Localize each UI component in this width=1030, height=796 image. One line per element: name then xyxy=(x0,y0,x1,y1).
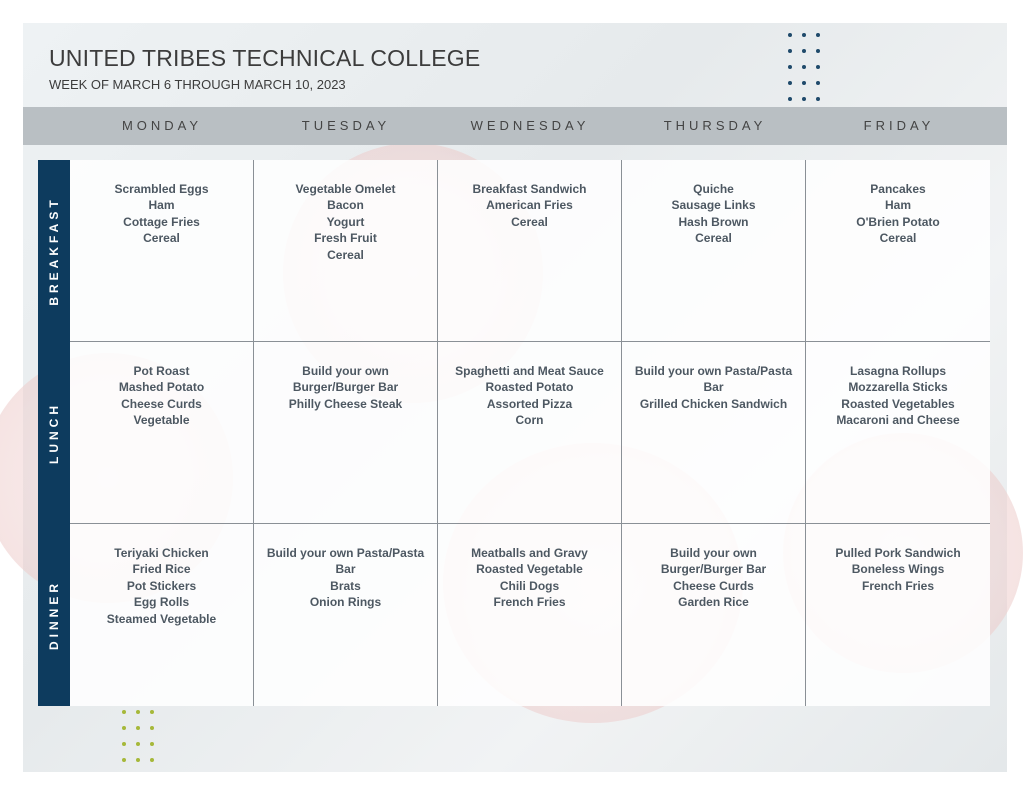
dot xyxy=(802,49,806,53)
menu-item: Garden Rice xyxy=(678,595,749,610)
menu-item: Cheese Curds xyxy=(673,578,754,593)
menu-cell xyxy=(254,342,438,524)
menu-item: Teriyaki Chicken xyxy=(114,546,209,560)
menu-item: Cheese Curds xyxy=(121,396,202,411)
menu-item: Cereal xyxy=(695,231,732,246)
dot xyxy=(802,33,806,37)
menu-item: Vegetable Omelet xyxy=(295,182,396,196)
menu-item: Pancakes xyxy=(870,182,926,196)
menu-item: Scrambled Eggs xyxy=(114,182,209,196)
menu-item: Ham xyxy=(148,198,175,213)
meal-label-dinner xyxy=(38,524,70,706)
menu-item: Quiche xyxy=(693,182,734,196)
menu-item: Bacon xyxy=(327,198,364,213)
week-subtitle: WEEK OF MARCH 6 THROUGH MARCH 10, 2023 xyxy=(49,77,346,92)
menu-item: Fried Rice xyxy=(132,562,191,577)
day-friday: FRIDAY xyxy=(863,118,935,133)
menu-item: Brats xyxy=(330,578,361,593)
menu-item: Philly Cheese Steak xyxy=(288,396,403,411)
menu-item: Breakfast Sandwich xyxy=(472,182,587,196)
dot xyxy=(136,758,140,762)
menu-cell xyxy=(70,524,254,706)
dot xyxy=(802,81,806,85)
menu-item: French Fries xyxy=(861,578,935,593)
menu-item: Build your own Burger/Burger Bar xyxy=(660,546,767,577)
menu-item: Build your own Pasta/Pasta Bar xyxy=(266,546,425,577)
dot xyxy=(122,710,126,714)
meal-label-text: LUNCH xyxy=(47,402,61,464)
menu-item: O'Brien Potato xyxy=(856,214,940,229)
page-title: UNITED TRIBES TECHNICAL COLLEGE xyxy=(49,45,481,71)
menu-cell xyxy=(70,160,254,342)
dot xyxy=(136,726,140,730)
dot xyxy=(122,726,126,730)
menu-cell xyxy=(438,524,622,706)
menu-item: Fresh Fruit xyxy=(314,231,377,246)
menu-item: Pulled Pork Sandwich xyxy=(835,546,961,560)
menu-item: Mashed Potato xyxy=(118,380,205,395)
menu-item: Roasted Potato xyxy=(485,380,574,395)
menu-item: Grilled Chicken Sandwich xyxy=(639,396,788,411)
menu-item: Build your own Pasta/Pasta Bar xyxy=(634,364,793,395)
menu-item: Meatballs and Gravy xyxy=(471,546,588,560)
dot xyxy=(150,726,154,730)
dot xyxy=(788,65,792,69)
menu-item: Mozzarella Sticks xyxy=(848,380,948,395)
dot xyxy=(816,65,820,69)
menu-cell xyxy=(622,342,806,524)
menu-item: Pot Roast xyxy=(133,364,190,378)
dot xyxy=(150,742,154,746)
menu-item: Chili Dogs xyxy=(499,578,560,593)
menu-cell xyxy=(806,160,990,342)
dot xyxy=(788,97,792,101)
menu-item: Onion Rings xyxy=(309,595,382,610)
dot xyxy=(788,49,792,53)
menu-item: Roasted Vegetables xyxy=(841,396,955,411)
dot xyxy=(136,742,140,746)
menu-item: Macaroni and Cheese xyxy=(836,413,960,428)
menu-cell xyxy=(254,160,438,342)
menu-cell xyxy=(254,524,438,706)
menu-item: Corn xyxy=(515,413,544,428)
menu-item: Build your own Burger/Burger Bar xyxy=(292,364,399,395)
dot xyxy=(150,758,154,762)
menu-item: French Fries xyxy=(493,595,566,610)
day-thursday: THURSDAY xyxy=(663,118,767,133)
menu-item: Pot Stickers xyxy=(126,578,197,593)
meal-label-lunch xyxy=(38,342,70,524)
dot xyxy=(122,742,126,746)
dot xyxy=(150,710,154,714)
day-wednesday: WEDNESDAY xyxy=(470,118,590,133)
menu-item: American Fries xyxy=(486,198,573,213)
menu-cell xyxy=(622,524,806,706)
dot xyxy=(816,81,820,85)
dot xyxy=(136,710,140,714)
menu-item: Boneless Wings xyxy=(851,562,945,577)
menu-item: Roasted Vegetable xyxy=(476,562,583,577)
menu-cell xyxy=(806,342,990,524)
dot xyxy=(816,33,820,37)
menu-cell xyxy=(438,342,622,524)
menu-cell xyxy=(438,160,622,342)
menu-item: Vegetable xyxy=(133,413,190,428)
day-header-bar xyxy=(23,107,1007,145)
dot xyxy=(788,81,792,85)
dot xyxy=(816,97,820,101)
dot xyxy=(802,65,806,69)
menu-item: Lasagna Rollups xyxy=(849,364,947,378)
dot xyxy=(802,97,806,101)
menu-cell xyxy=(70,342,254,524)
meal-label-breakfast xyxy=(38,160,70,342)
day-tuesday: TUESDAY xyxy=(301,118,391,133)
menu-item: Sausage Links xyxy=(671,198,756,213)
menu-grid xyxy=(38,160,992,706)
menu-item: Assorted Pizza xyxy=(486,396,573,411)
menu-item: Spaghetti and Meat Sauce xyxy=(455,364,604,378)
dot xyxy=(788,33,792,37)
meal-label-text: DINNER xyxy=(47,579,61,651)
menu-item: Hash Brown xyxy=(678,214,749,229)
meal-label-text: BREAKFAST xyxy=(47,196,61,306)
menu-item: Egg Rolls xyxy=(133,595,190,610)
menu-item: Cereal xyxy=(143,231,180,246)
menu-item: Yogurt xyxy=(326,214,365,229)
day-monday: MONDAY xyxy=(121,118,203,133)
dot xyxy=(816,49,820,53)
menu-cell xyxy=(806,524,990,706)
menu-item: Ham xyxy=(884,198,911,213)
menu-item: Cereal xyxy=(879,231,917,246)
menu-cell xyxy=(622,160,806,342)
menu-item: Cottage Fries xyxy=(123,214,200,229)
menu-item: Steamed Vegetable xyxy=(106,611,217,626)
dot xyxy=(122,758,126,762)
menu-item: Cereal xyxy=(327,247,364,262)
menu-item: Cereal xyxy=(511,214,548,229)
